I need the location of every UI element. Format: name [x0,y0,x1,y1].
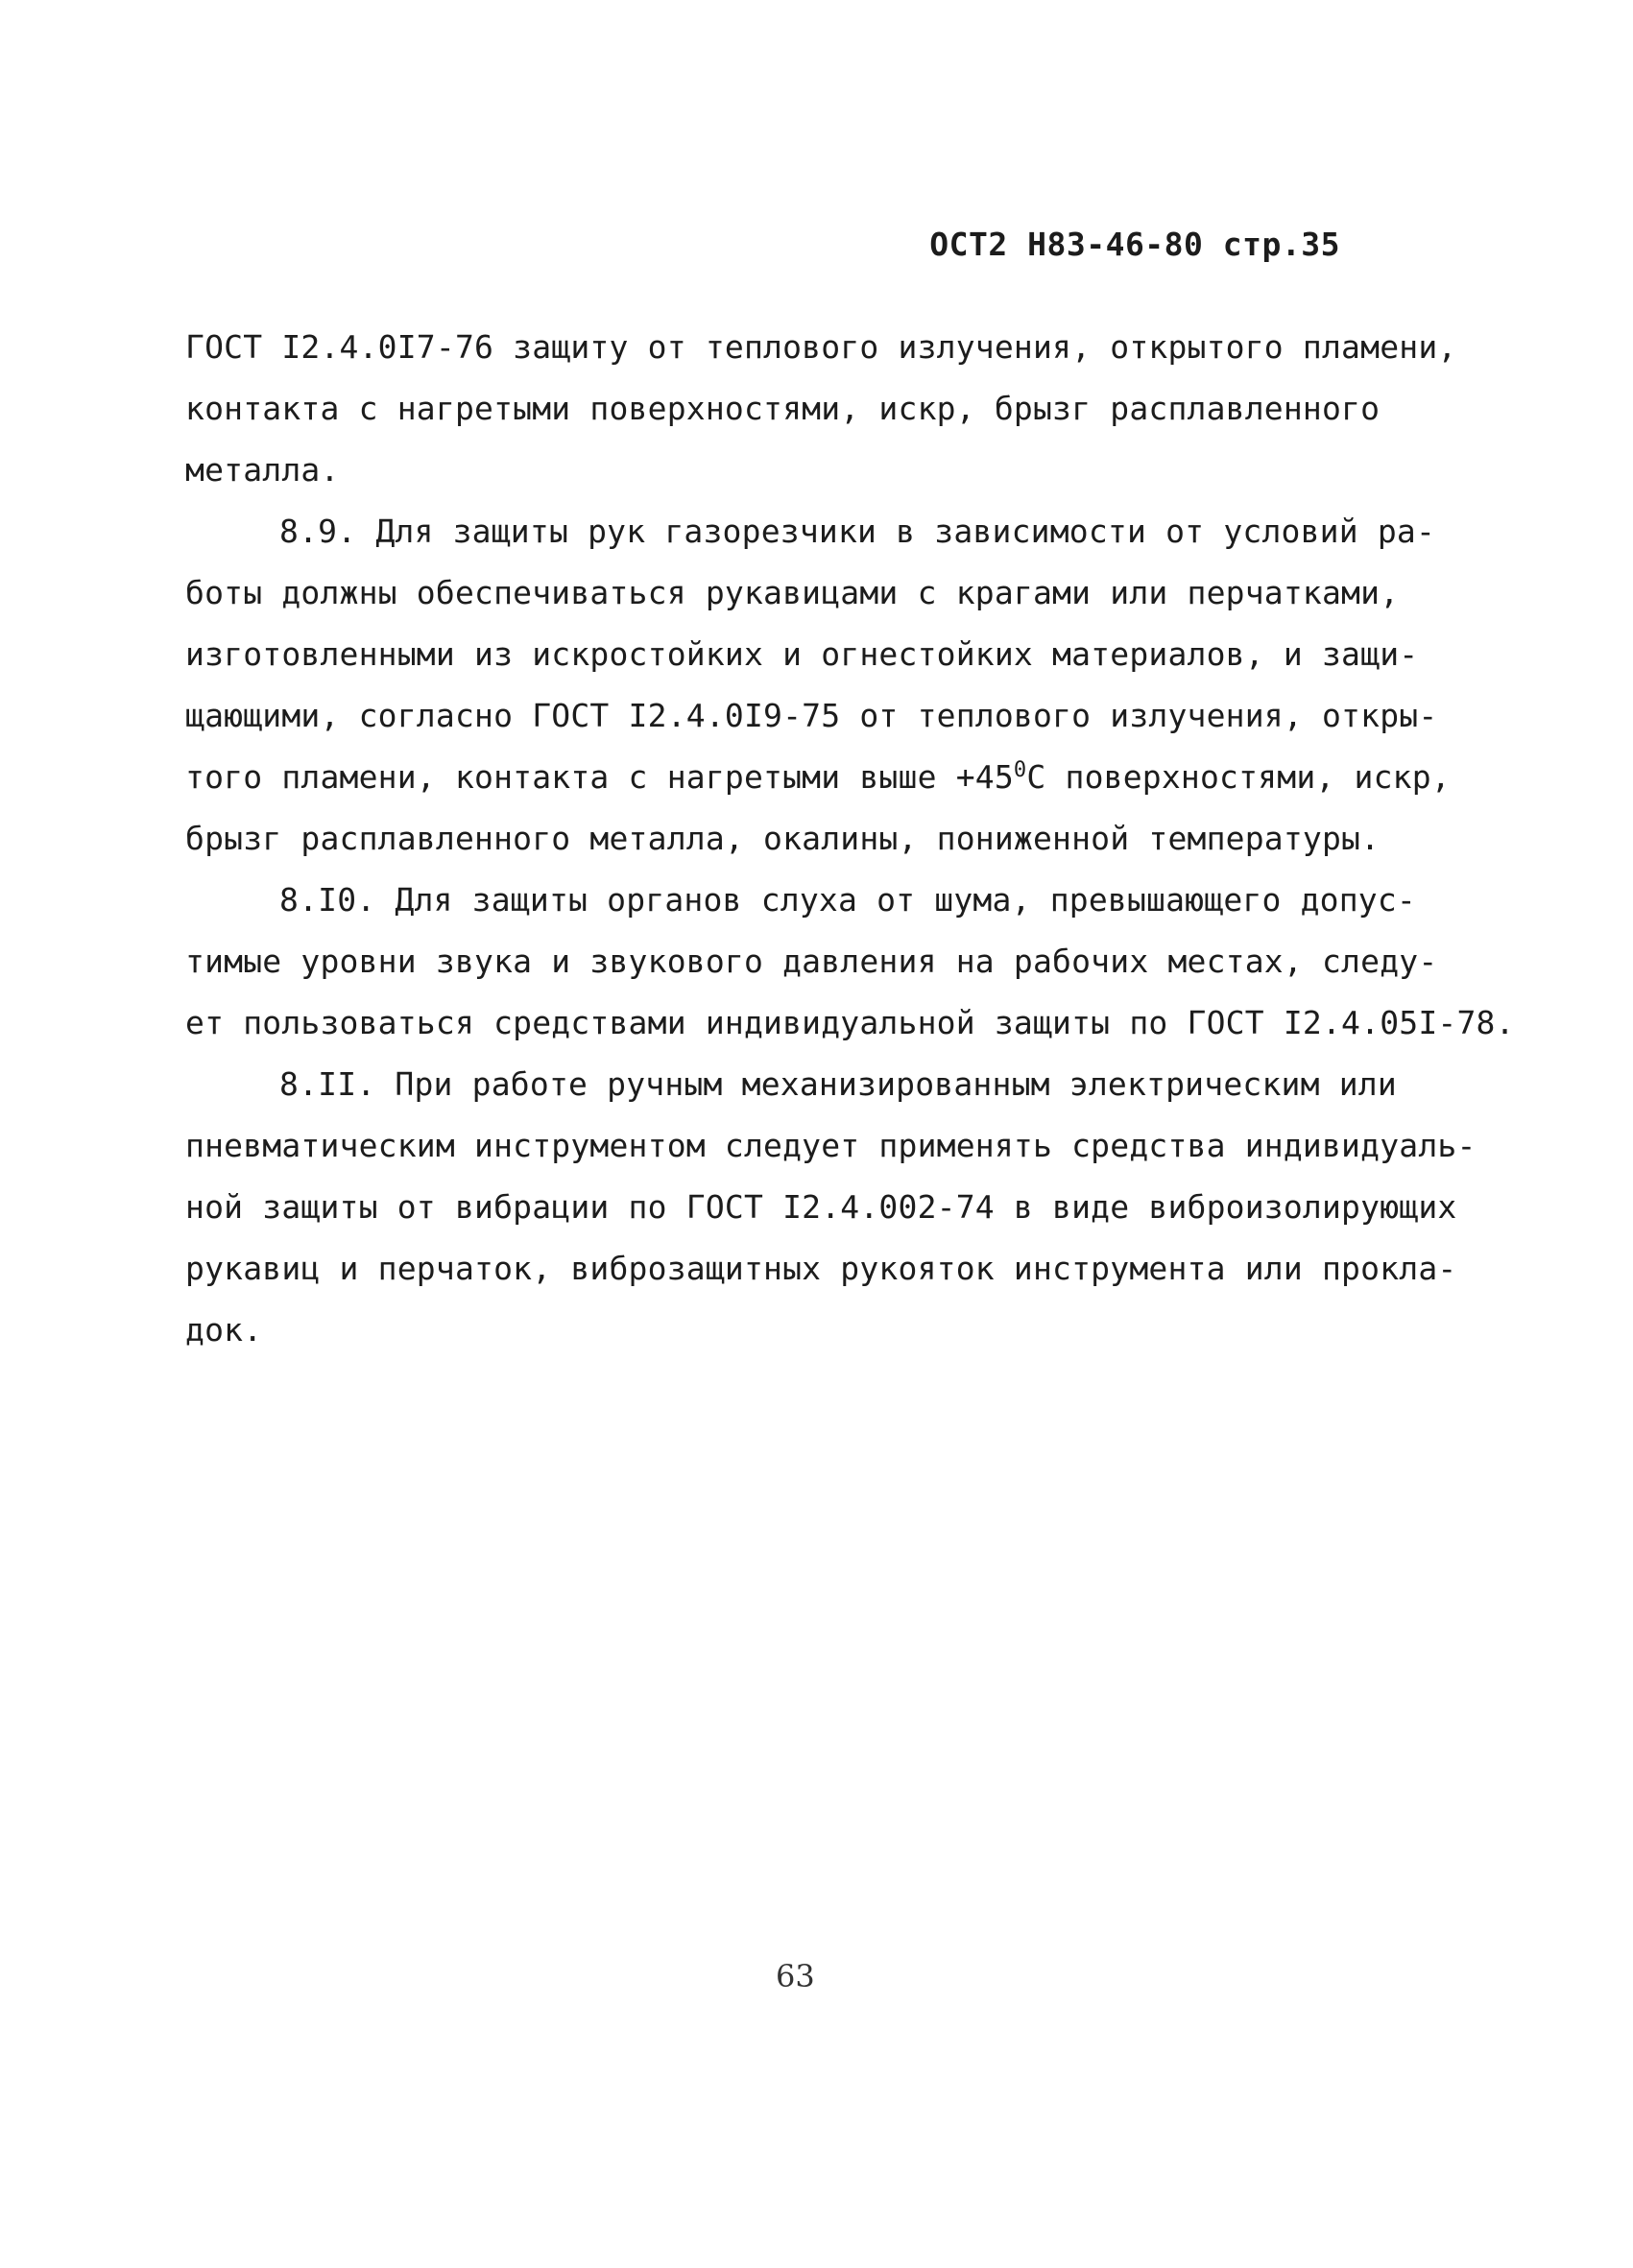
text-line: изготовленными из искростойких и огнестойких материалов, и защи- [185,635,1419,673]
page-number: 63 [776,1958,815,1994]
text-line: тимые уровни звука и звукового давления на рабочих местах, следу- [185,943,1438,980]
text-line: брызг расплавленного металла, окалины, пониженной температуры. [185,820,1381,857]
text-line: пневматическим инструментом следует применять средства индивидуаль- [185,1127,1477,1164]
degree-superscript: 0 [1013,758,1027,782]
text-line-temperature [185,747,1462,808]
text-line: док. [185,1311,263,1349]
text-line: контакта с нагретыми поверхностями, искр, брызг расплавленного [185,390,1381,427]
text-line: рукавиц и перчаток, виброзащитных рукояток инструмента или прокла- [185,1250,1457,1287]
temperature-prefix: того пламени, контакта с нагретыми выше +45 [185,758,1014,796]
temperature-suffix: С поверхностями, искр, [1026,758,1451,796]
text-line: ет пользоваться средствами индивидуальной защиты по ГОСТ I2.4.05I-78. [185,1004,1515,1041]
text-line: щающими, согласно ГОСТ I2.4.0I9-75 от теплового излучения, откры- [185,697,1438,734]
document-header-code: ОСТ2 Н83-46-80 стр.35 [929,226,1340,263]
paragraph-8-11-start: 8.II. При работе ручным механизированным электрическим или [279,1065,1397,1103]
text-line: ГОСТ I2.4.0I7-76 защиту от теплового излучения, открытого пламени, [185,328,1457,366]
body-text [185,317,1515,1361]
text-line: металла. [185,451,340,489]
paragraph-8-9-start: 8.9. Для защиты рук газорезчики в зависимости от условий ра- [279,513,1436,550]
text-line: ной защиты от вибрации по ГОСТ I2.4.002-74 в виде виброизолирующих [185,1188,1457,1226]
paragraph-8-10-start: 8.I0. Для защиты органов слуха от шума, превышающего допус- [279,881,1416,919]
text-line: боты должны обеспечиваться рукавицами с крагами или перчатками, [185,574,1400,611]
